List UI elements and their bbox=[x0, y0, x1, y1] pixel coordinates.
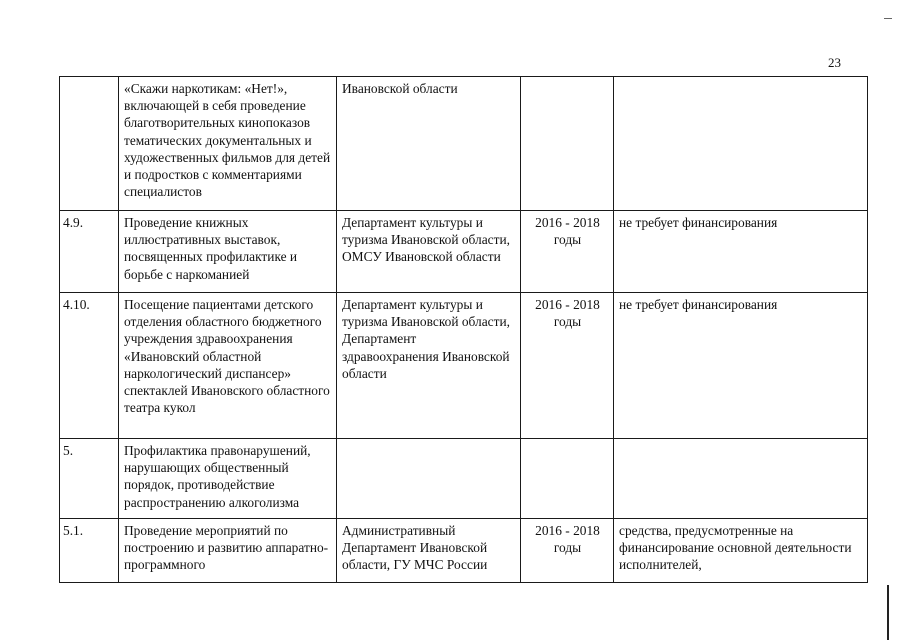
event-name-cell: Профилактика правонарушений, нарушающих общественный порядок, противодействие распространению алкоголизма bbox=[119, 439, 337, 519]
period-cell: 2016 - 2018 годы bbox=[521, 519, 614, 583]
scan-corner-mark bbox=[884, 18, 892, 19]
event-name-cell: Проведение мероприятий по построению и развитию аппаратно-программного bbox=[119, 519, 337, 583]
scan-edge-mark bbox=[887, 585, 889, 640]
funding-cell: средства, предусмотренные на финансирование основной деятельности исполнителей, bbox=[614, 519, 868, 583]
row-number-cell: 4.10. bbox=[60, 293, 119, 439]
period-cell bbox=[521, 77, 614, 211]
row-number-cell: 5.1. bbox=[60, 519, 119, 583]
table-row bbox=[60, 77, 868, 211]
program-activities-table bbox=[59, 76, 868, 583]
executor-cell bbox=[337, 439, 521, 519]
executor-cell: Административный Департамент Ивановской области, ГУ МЧС России bbox=[337, 519, 521, 583]
row-number-cell: 4.9. bbox=[60, 211, 119, 293]
event-name-cell: Посещение пациентами детского отделения областного бюджетного учреждения здравоохранения «Ивановский областной наркологический диспансер» спектаклей Ивановского областного театра кукол bbox=[119, 293, 337, 439]
executor-cell: Ивановской области bbox=[337, 77, 521, 211]
table-row bbox=[60, 439, 868, 519]
table-row bbox=[60, 211, 868, 293]
table-row bbox=[60, 519, 868, 583]
funding-cell: не требует финансирования bbox=[614, 211, 868, 293]
executor-cell: Департамент культуры и туризма Ивановской области, Департамент здравоохранения Ивановской области bbox=[337, 293, 521, 439]
table-row bbox=[60, 293, 868, 439]
executor-cell: Департамент культуры и туризма Ивановской области, ОМСУ Ивановской области bbox=[337, 211, 521, 293]
page-number: 23 bbox=[828, 55, 841, 70]
funding-cell bbox=[614, 439, 868, 519]
funding-cell: не требует финансирования bbox=[614, 293, 868, 439]
event-name-cell: «Скажи наркотикам: «Нет!», включающей в себя проведение благотворительных кинопоказов тематических документальных и художественных фильмов для детей и подростков с комментариями специалистов bbox=[119, 77, 337, 211]
row-number-cell bbox=[60, 77, 119, 211]
period-cell: 2016 - 2018 годы bbox=[521, 211, 614, 293]
period-cell bbox=[521, 439, 614, 519]
event-name-cell: Проведение книжных иллюстративных выставок, посвященных профилактике и борьбе с наркоманией bbox=[119, 211, 337, 293]
period-cell: 2016 - 2018 годы bbox=[521, 293, 614, 439]
funding-cell bbox=[614, 77, 868, 211]
row-number-cell: 5. bbox=[60, 439, 119, 519]
